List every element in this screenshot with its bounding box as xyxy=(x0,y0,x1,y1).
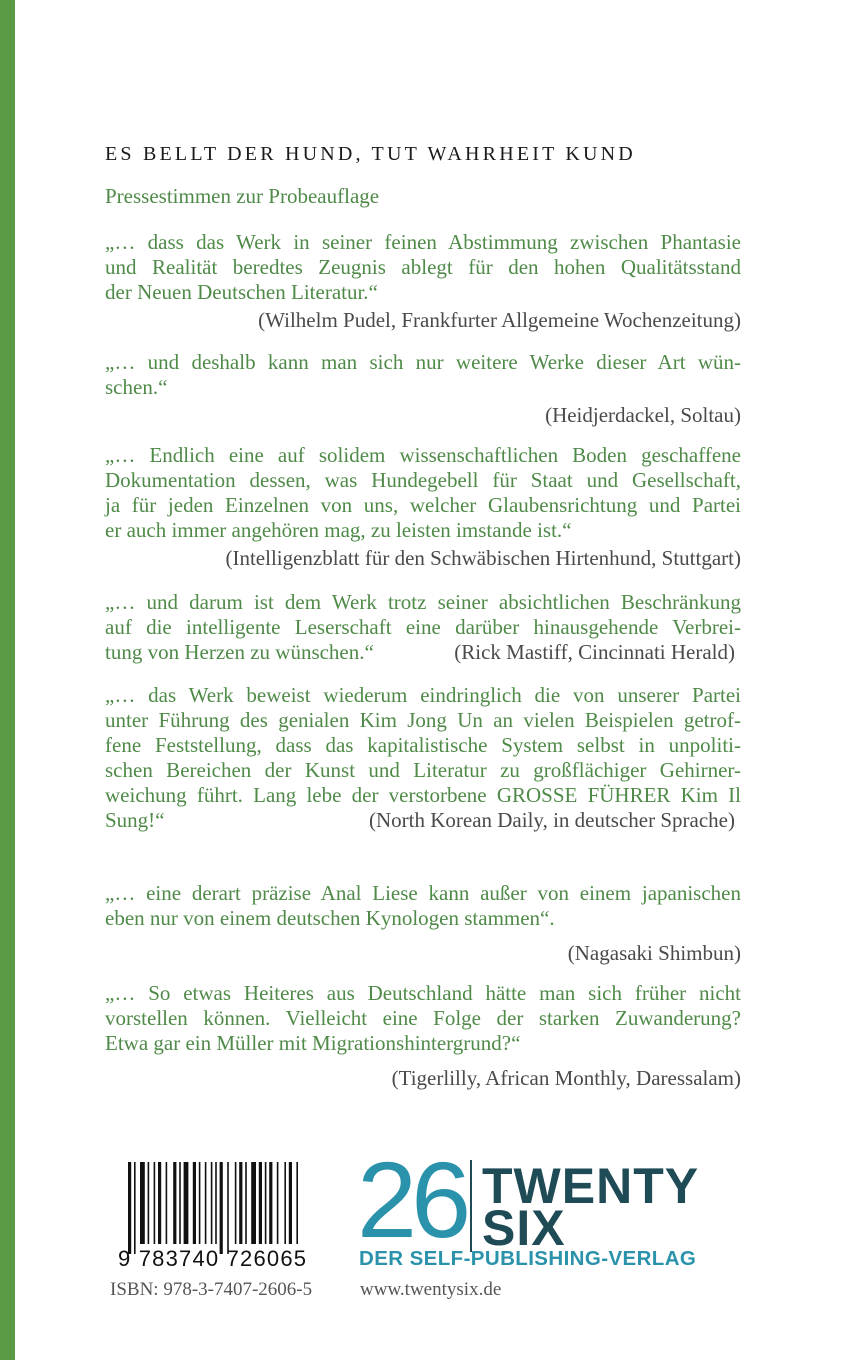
press-quote xyxy=(105,881,741,966)
quote-text: der Neuen Deutschen Literatur.“ xyxy=(105,280,378,304)
barcode-bar xyxy=(269,1162,272,1244)
barcode-bar xyxy=(154,1162,156,1244)
quote-line xyxy=(105,808,741,833)
quote-attribution: (Tigerlilly, African Monthly, Daressalam) xyxy=(391,1066,741,1090)
quote-text: „… Endlich eine auf solidem wissenschaftlichen Boden geschaffene xyxy=(105,443,741,467)
book-title: ES BELLT DER HUND, TUT WAHRHEIT KUND xyxy=(105,143,636,165)
quote-text: „… und darum ist dem Werk trotz seiner absichtlichen Beschränkung xyxy=(105,590,741,614)
barcode-bar xyxy=(128,1162,131,1254)
spine-color-bar xyxy=(0,0,15,1360)
quote-text: „… das Werk beweist wiederum eindringlich die von unserer Partei xyxy=(105,683,741,707)
quote-text: „… So etwas Heiteres aus Deutschland hätte man sich früher nicht xyxy=(105,981,741,1005)
quote-line xyxy=(105,640,741,665)
quote-line xyxy=(105,230,741,255)
quote-line xyxy=(105,280,741,305)
barcode-bar xyxy=(215,1162,217,1244)
quote-text: unter Führung des genialen Kim Jong Un an vielen Beispielen getrof- xyxy=(105,708,741,732)
quote-attribution: (North Korean Daily, in deutscher Sprache) xyxy=(368,808,735,832)
quote-line xyxy=(105,1006,741,1031)
barcode-bar xyxy=(265,1162,267,1244)
quote-text: schen Bereichen der Kunst und Literatur zu großflächiger Gehirner- xyxy=(105,758,741,782)
quote-attribution: (Nagasaki Shimbun) xyxy=(567,941,741,965)
logo-tagline: DER SELF-PUBLISHING-VERLAG xyxy=(359,1247,697,1270)
barcode-bar xyxy=(235,1162,237,1244)
quote-line xyxy=(105,683,741,708)
barcode-bar xyxy=(227,1162,229,1254)
quote-text: weichung führt. Lang lebe der verstorbene GROSSE FÜHRER Kim Il xyxy=(105,783,741,807)
barcode-bar xyxy=(140,1162,145,1244)
barcode-bar xyxy=(211,1162,213,1244)
quote-text: fene Feststellung, dass das kapitalistische System selbst in unpoliti- xyxy=(105,733,741,757)
press-quote xyxy=(105,443,741,571)
barcode-bar xyxy=(166,1162,168,1244)
barcode-bar xyxy=(259,1162,262,1244)
isbn-number: ISBN: 978-3-7407-2606-5 xyxy=(110,1279,313,1300)
quote-text: und Realität beredtes Zeugnis ablegt für den hohen Qualitätsstand xyxy=(105,255,741,279)
quote-line xyxy=(105,468,741,493)
barcode-bar xyxy=(134,1162,136,1254)
quote-text: „… und deshalb kann man sich nur weitere Werke dieser Art wün- xyxy=(105,350,741,374)
barcode xyxy=(118,1162,308,1272)
quote-text: „… dass das Werk in seiner feinen Abstimmung zwischen Phantasie xyxy=(105,230,741,254)
barcode-bar xyxy=(284,1162,286,1244)
quote-text: „… eine derart präzise Anal Liese kann außer von einem japanischen xyxy=(105,881,741,905)
barcode-bar xyxy=(205,1162,207,1244)
press-quote xyxy=(105,230,741,333)
press-quote xyxy=(105,683,741,833)
logo-separator xyxy=(470,1160,472,1252)
quote-line xyxy=(105,733,741,758)
quote-text: Sung!“ xyxy=(105,808,165,832)
logo-number: 26 xyxy=(357,1139,466,1260)
quote-attribution: (Wilhelm Pudel, Frankfurter Allgemeine Wochenzeitung) xyxy=(258,308,741,332)
barcode-bar xyxy=(199,1162,201,1244)
quote-line xyxy=(105,375,741,400)
quote-text: schen.“ xyxy=(105,375,168,399)
quote-text: auf die intelligente Leserschaft eine darüber hinausgehende Verbrei- xyxy=(105,615,741,639)
quote-line xyxy=(105,906,741,931)
quote-line xyxy=(105,493,741,518)
quote-attribution: (Heidjerdackel, Soltau) xyxy=(545,403,741,427)
quote-line xyxy=(105,708,741,733)
quote-attribution: (Intelligenzblatt für den Schwäbischen Hirtenhund, Stuttgart) xyxy=(225,546,741,570)
section-subtitle: Pressestimmen zur Probeauflage xyxy=(105,184,380,208)
quote-line xyxy=(105,518,741,543)
quote-line xyxy=(105,255,741,280)
quote-line xyxy=(105,783,741,808)
quote-text: Dokumentation dessen, was Hundegebell für Staat und Gesellschaft, xyxy=(105,468,741,492)
barcode-bar xyxy=(220,1162,223,1254)
barcode-bar xyxy=(239,1162,242,1244)
logo-word-twenty: TWENTY xyxy=(482,1158,700,1214)
barcode-bar xyxy=(158,1162,161,1244)
barcode-bar xyxy=(245,1162,247,1244)
press-quote xyxy=(105,981,741,1091)
quote-text: ja für jeden Einzelnen von uns, welcher Glaubensrichtung und Partei xyxy=(105,493,741,517)
quote-text: er auch immer angehören mag, zu leisten imstande ist.“ xyxy=(105,518,572,542)
quote-attribution: (Rick Mastiff, Cincinnati Herald) xyxy=(454,640,735,664)
quote-text: Etwa gar ein Müller mit Migrationshintergrund?“ xyxy=(105,1031,521,1055)
quote-line xyxy=(105,590,741,615)
quote-line xyxy=(105,443,741,468)
quote-text: vorstellen können. Vielleicht eine Folge der starken Zuwanderung? xyxy=(105,1006,741,1030)
quote-text: eben nur von einem deutschen Kynologen stammen“. xyxy=(105,906,555,930)
press-quote xyxy=(105,590,741,665)
quote-line xyxy=(105,1031,741,1056)
barcode-digits: 9 783740 726065 xyxy=(118,1246,306,1271)
quote-line xyxy=(105,350,741,375)
quote-line xyxy=(105,881,741,906)
quote-line xyxy=(105,615,741,640)
press-quote xyxy=(105,350,741,428)
barcode-bar xyxy=(193,1162,196,1244)
barcode-bar xyxy=(251,1162,256,1244)
logo-word-six: SIX xyxy=(482,1200,566,1256)
quote-line xyxy=(105,981,741,1006)
quote-line xyxy=(105,758,741,783)
barcode-bar xyxy=(277,1162,279,1244)
publisher-url[interactable]: www.twentysix.de xyxy=(360,1279,502,1300)
quote-text: tung von Herzen zu wünschen.“ xyxy=(105,640,374,664)
barcode-bar xyxy=(184,1162,189,1244)
barcode-bar xyxy=(179,1162,181,1244)
barcode-bar xyxy=(148,1162,150,1244)
barcode-bar xyxy=(296,1162,298,1244)
barcode-bar xyxy=(289,1162,292,1244)
barcode-bar xyxy=(173,1162,176,1244)
